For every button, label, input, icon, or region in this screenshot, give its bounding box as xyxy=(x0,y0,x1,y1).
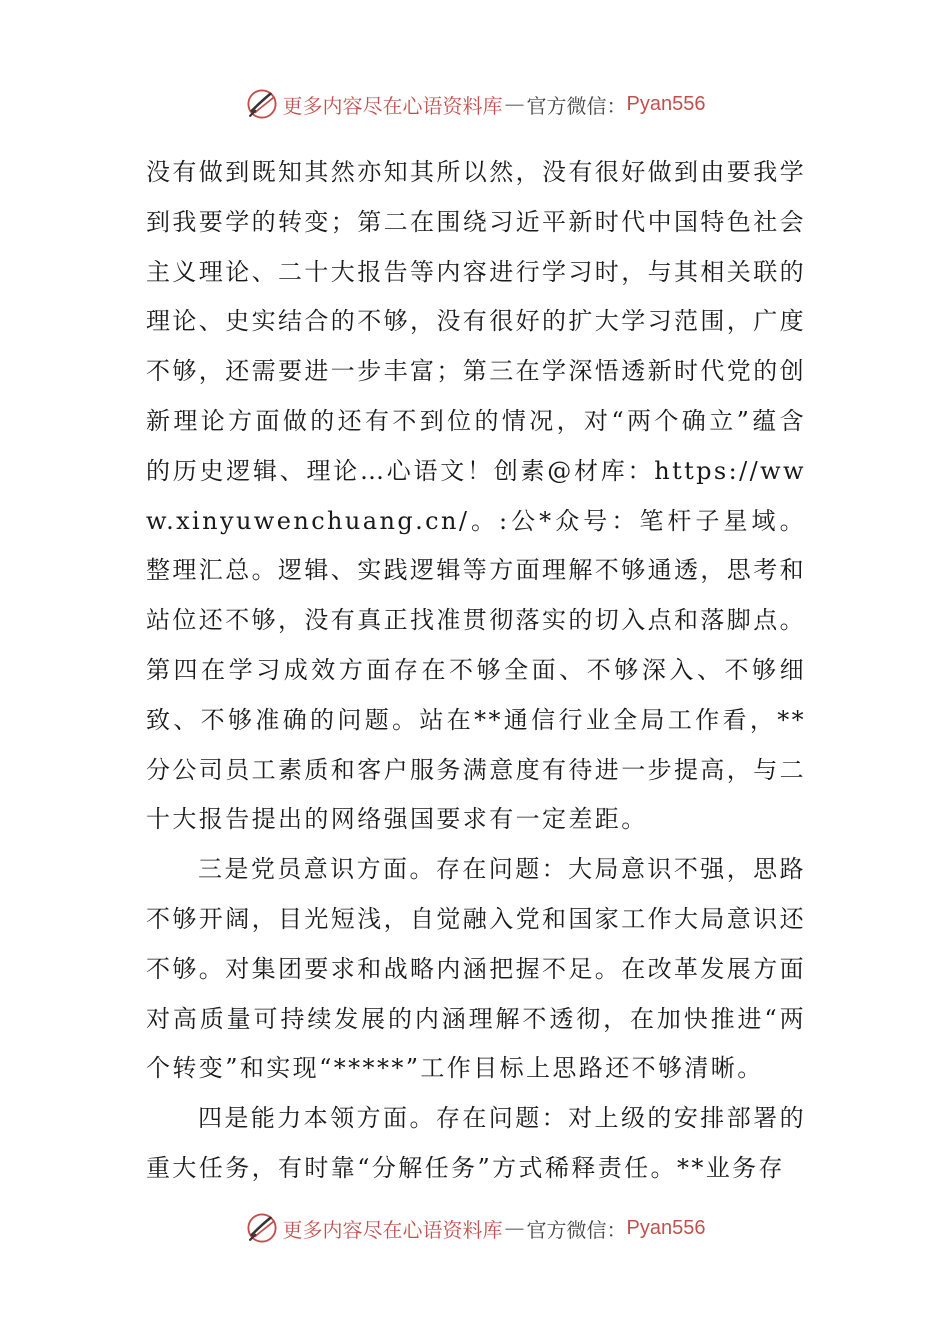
header-banner xyxy=(0,84,950,124)
paragraph-3: 四是能力本领方面。存在问题：对上级的安排部署的重大任务，有时靠“分解任务”方式稀释责任。**业务存 xyxy=(146,1104,806,1182)
document-body xyxy=(146,148,806,1194)
paragraph-2: 三是党员意识方面。存在问题：大局意识不强，思路不够开阔，目光短浅，自觉融入党和国家工作大局意识还不够。对集团要求和战略内涵把握不足。在改革发展方面对高质量可持续发展的内涵理解不透彻，在加快推进“两个转变”和实现“*****”工作目标上思路还不够清晰。 xyxy=(146,855,806,1083)
banner-main-text: 更多内容尽在心语资料库 xyxy=(282,1217,503,1242)
banner-dash: — xyxy=(504,92,525,116)
banner-official-label: 官方微信： xyxy=(526,93,627,118)
paragraph-1: 没有做到既知其然亦知其所以然，没有很好做到由要我学到我要学的转变；第二在围绕习近平新时代中国特色社会主义理论、二十大报告等内容进行学习时，与其相关联的理论、史实结合的不够，没有很好的扩大学习范围，广度不够，还需要进一步丰富；第三在学深悟透新时代党的创新理论方面做的还有不到位的情况，对“两个确立”蕴含的历史逻辑、理论…心语文！创素@材库：https://www.xinyuwenchuang.cn/。:公*众号：笔杆子星域。整理汇总。逻辑、实践逻辑等方面理解不够通透，思考和站位还不够，没有真正找准贯彻落实的切入点和落脚点。第四在学习成效方面存在不够全面、不够深入、不够细致、不够准确的问题。站在**通信行业全局工作看，**分公司员工素质和客户服务满意度有待进一步提高，与二十大报告提出的网络强国要求有一定差距。 xyxy=(146,158,806,834)
banner-main-text: 更多内容尽在心语资料库 xyxy=(282,93,503,118)
banner-wechat-id: Pyan556 xyxy=(626,1216,706,1239)
banner-official-label: 官方微信： xyxy=(526,1217,627,1242)
brush-logo-icon xyxy=(245,1211,279,1245)
banner-dash: — xyxy=(504,1216,525,1240)
brush-logo-icon xyxy=(245,87,279,121)
footer-banner xyxy=(0,1208,950,1248)
banner-wechat-id: Pyan556 xyxy=(626,92,706,115)
